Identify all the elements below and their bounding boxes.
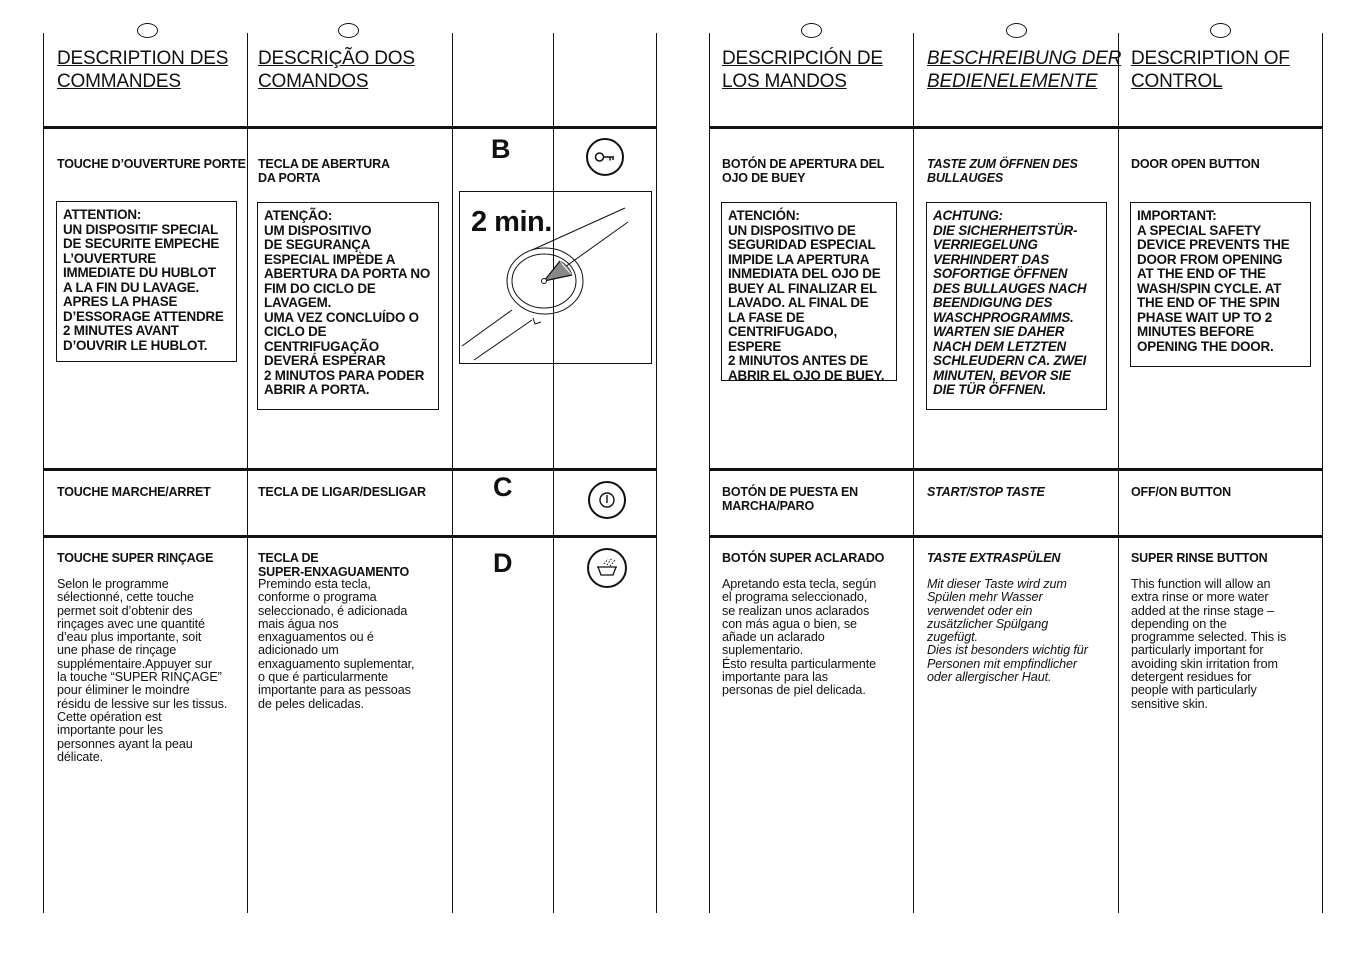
super-rinse-icon	[587, 548, 627, 588]
column-divider	[553, 33, 554, 913]
section-header-en: DESCRIPTION OF CONTROL	[1131, 48, 1290, 92]
super-rinse-description-pt: Premindo esta tecla, conforme o programa seleccionado, é adicionada mais água nos enxaguamentos ou é adicionado um enxaguamento suplementar, o que é particularmente importante para as pessoas de peles delicadas.	[258, 577, 415, 711]
row-divider	[709, 468, 1323, 471]
super-rinse-title-de: TASTE EXTRASPÜLEN	[927, 551, 1061, 565]
super-rinse-title-es: BOTÓN SUPER ACLARADO	[722, 551, 885, 565]
section-header-pt: DESCRIÇÃO DOS COMANDOS	[258, 48, 415, 92]
control-letter-d: D	[493, 548, 513, 578]
door-open-button-title-es: BOTÓN DE APERTURA DEL OJO DE BUEY	[722, 157, 885, 185]
on-off-button-title-fr: TOUCHE MARCHE/ARRET	[57, 485, 211, 499]
language-flag-circle	[137, 23, 158, 38]
column-divider	[43, 33, 44, 913]
super-rinse-description-fr: Selon le programme sélectionné, cette touche permet soit d’obtenir des rinçages avec une quantité d’eau plus importante, soit une phase de rinçage supplémentaire.Appuyer sur la touche “SUPER RINÇAGE” pour éliminer le moindre résidu de lessive sur les tissus. Cette opération est importante pour les personnes ayant la peau délicate.	[57, 577, 228, 764]
row-divider	[709, 535, 1323, 538]
column-divider	[1322, 33, 1323, 913]
super-rinse-title-fr: TOUCHE SUPER RINÇAGE	[57, 551, 214, 565]
key-icon	[586, 138, 624, 176]
wristwatch-illustration	[460, 192, 651, 363]
wait-timer-figure	[459, 191, 652, 364]
language-flag-circle	[1006, 23, 1027, 38]
safety-warning-box-en: IMPORTANT: A SPECIAL SAFETY DEVICE PREVENTS THE DOOR FROM OPENING AT THE END OF THE WASH/SPIN CYCLE. AT THE END OF THE SPIN PHASE WAIT UP TO 2 MINUTES BEFORE OPENING THE DOOR.	[1130, 202, 1311, 367]
safety-warning-box-de: ACHTUNG: DIE SICHERHEITSTÜR- VERRIEGELUNG VERHINDERT DAS SOFORTIGE ÖFFNEN DES BULLAUGES NACH BEENDIGUNG DES WASCHPROGRAMMS. WARTEN SIE DAHER NACH DEM LETZTEN SCHLEUDERN CA. ZWEI MINUTEN, BEVOR SIE DIE TÜR ÖFFNEN.	[926, 202, 1107, 410]
power-icon	[588, 481, 626, 519]
section-header-es: DESCRIPCIÓN DE LOS MANDOS	[722, 48, 883, 92]
language-flag-circle	[1210, 23, 1231, 38]
column-divider	[656, 33, 657, 913]
super-rinse-description-es: Apretando esta tecla, según el programa seleccionado, se realizan unos aclarados con más agua o bien, se añade un aclarado suplementario. Ésto resulta particularmente importante para las personas de piel delicada.	[722, 577, 877, 698]
column-divider	[709, 33, 710, 913]
on-off-button-title-de: START/STOP TASTE	[927, 485, 1045, 499]
super-rinse-title-pt: TECLA DE SUPER-ENXAGUAMENTO	[258, 551, 410, 579]
row-divider	[43, 126, 656, 129]
language-flag-circle	[338, 23, 359, 38]
on-off-button-title-en: OFF/ON BUTTON	[1131, 485, 1231, 499]
section-header-de: BESCHREIBUNG DER BEDIENELEMENTE	[927, 48, 1122, 92]
door-open-button-title-pt: TECLA DE ABERTURA DA PORTA	[258, 157, 390, 185]
super-rinse-description-en: This function will allow an extra rinse or more water added at the rinse stage – depending on the programme selected. This is particularly important for avoiding skin irritation from detergent residues for people with particularly sensitive skin.	[1131, 577, 1287, 711]
on-off-button-title-pt: TECLA DE LIGAR/DESLIGAR	[258, 485, 426, 499]
super-rinse-description-de: Mit dieser Taste wird zum Spülen mehr Wasser verwendet oder ein zusätzlicher Spülgang zugefügt. Dies ist besonders wichtig für Personen mit empfindlicher oder allergischer Haut.	[927, 577, 1088, 685]
control-letter-c: C	[493, 472, 513, 502]
column-divider	[1118, 33, 1119, 913]
column-divider	[247, 33, 248, 913]
door-open-button-title-de: TASTE ZUM ÖFFNEN DES BULLAUGES	[927, 157, 1078, 185]
row-divider	[709, 126, 1323, 129]
wait-time-label: 2 min.	[471, 206, 552, 238]
row-divider	[43, 468, 656, 471]
control-letter-b: B	[491, 134, 511, 164]
door-open-button-title-fr: TOUCHE D’OUVERTURE PORTE	[57, 157, 246, 171]
super-rinse-title-en: SUPER RINSE BUTTON	[1131, 551, 1268, 565]
door-open-button-title-en: DOOR OPEN BUTTON	[1131, 157, 1260, 171]
safety-warning-box-pt: ATENÇÃO: UM DISPOSITIVO DE SEGURANÇA ESPECIAL IMPÈDE A ABERTURA DA PORTA NO FIM DO CICLO DE LAVAGEM. UMA VEZ CONCLUÍDO O CICLO DE CENTRIFUGAÇÃO DEVERÁ ESPERAR 2 MINUTOS PARA PODER ABRIR A PORTA.	[257, 202, 439, 410]
section-header-fr: DESCRIPTION DES COMMANDES	[57, 48, 229, 92]
row-divider	[43, 535, 656, 538]
language-flag-circle	[801, 23, 822, 38]
safety-warning-box-fr: ATTENTION: UN DISPOSITIF SPECIAL DE SECURITE EMPECHE L’OUVERTURE IMMEDIATE DU HUBLOT A LA FIN DU LAVAGE. APRES LA PHASE D’ESSORAGE ATTENDRE 2 MINUTES AVANT D’OUVRIR LE HUBLOT.	[56, 201, 237, 362]
column-divider	[913, 33, 914, 913]
safety-warning-box-es: ATENCIÓN: UN DISPOSITIVO DE SEGURIDAD ESPECIAL IMPIDE LA APERTURA INMEDIATA DEL OJO DE BUEY AL FINALIZAR EL LAVADO. AL FINAL DE LA FASE DE CENTRIFUGADO, ESPERE 2 MINUTOS ANTES DE ABRIR EL OJO DE BUEY.	[721, 202, 897, 381]
column-divider	[452, 33, 453, 913]
on-off-button-title-es: BOTÓN DE PUESTA EN MARCHA/PARO	[722, 485, 858, 513]
